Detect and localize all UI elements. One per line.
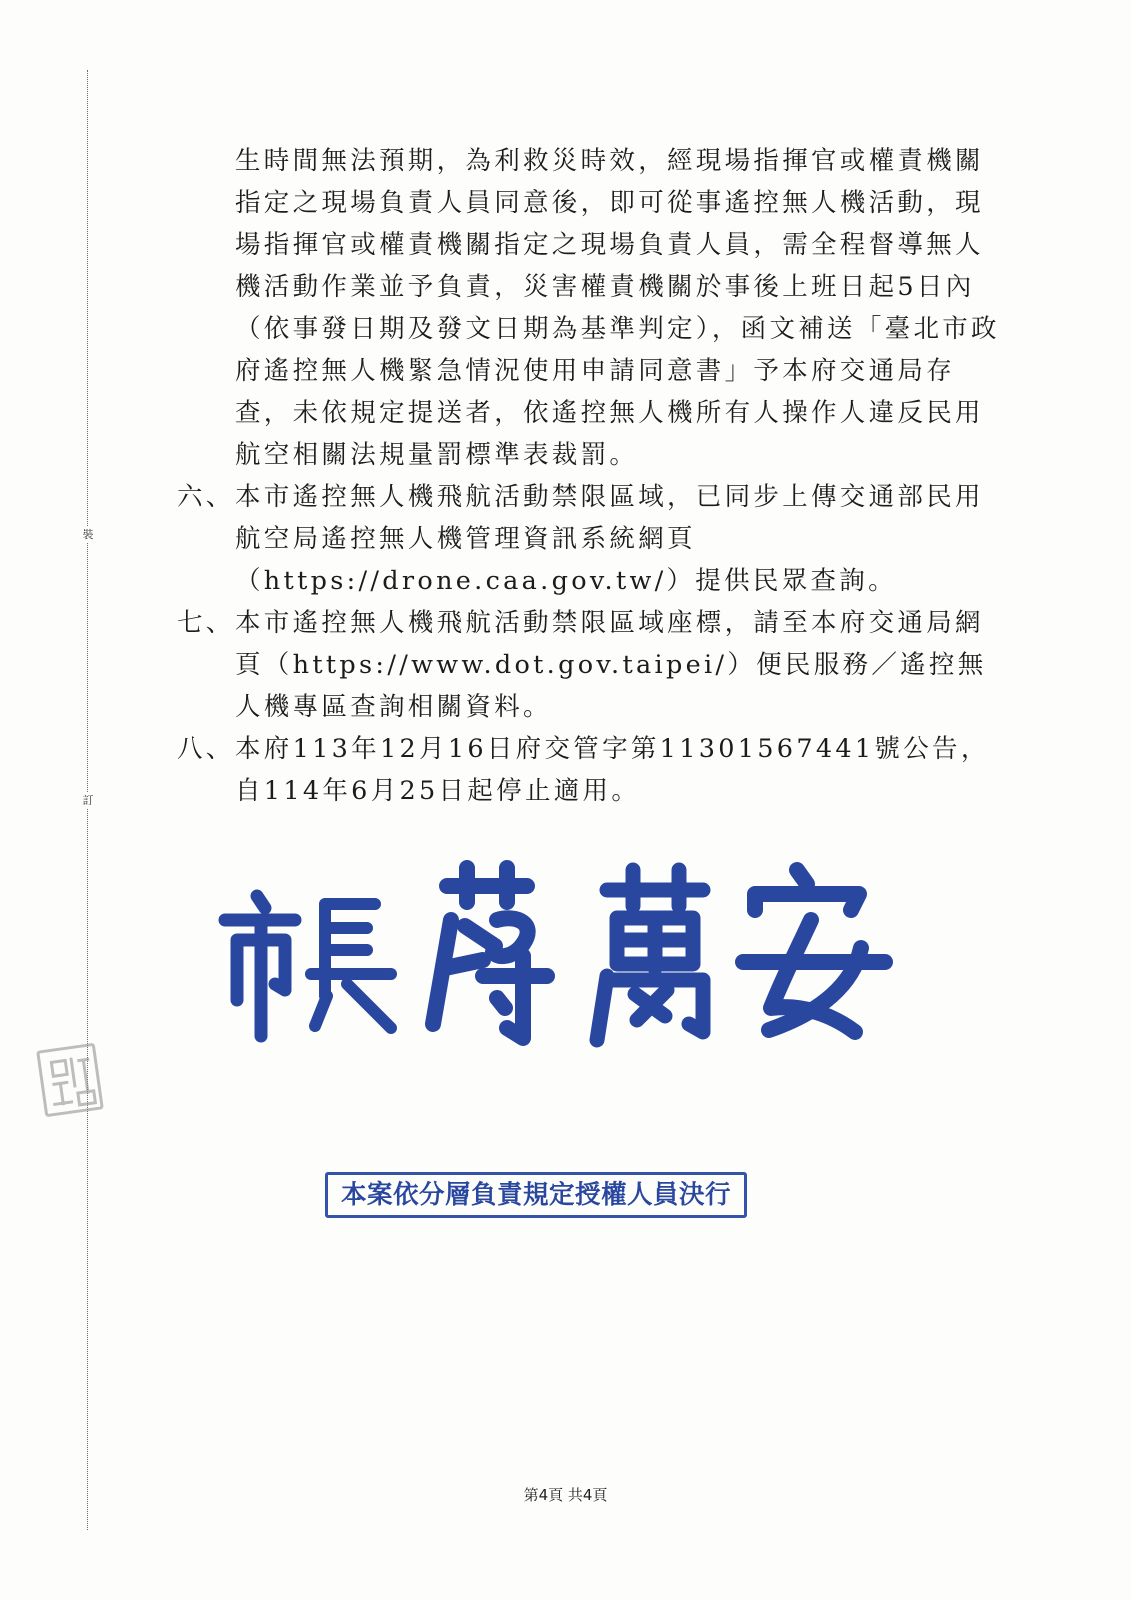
mayor-signature xyxy=(215,856,935,1056)
binding-mark-top: 裝 xyxy=(79,526,97,542)
list-item-7 xyxy=(0,602,1010,728)
item-text: 本市遙控無人機飛航活動禁限區域，已同步上傳交通部民用航空局遙控無人機管理資訊系統網頁（https://drone.caa.gov.tw/）提供民眾查詢。 xyxy=(235,482,984,596)
item-text: 本府113年12月16日府交管字第11301567441號公告，自114年6月25日起停止適用。 xyxy=(235,734,990,806)
list-item-8 xyxy=(0,728,1010,812)
document-body xyxy=(0,140,1131,812)
list-item-6 xyxy=(0,476,1010,602)
delegation-stamp: 本案依分層負責規定授權人員決行 xyxy=(325,1172,747,1218)
item-label: 六、 xyxy=(177,482,235,512)
page-number: 第4頁 共4頁 xyxy=(523,1486,608,1504)
item-text: 本市遙控無人機飛航活動禁限區域座標，請至本府交通局網頁（https://www.dot.gov.taipei/）便民服務／遙控無人機專區查詢相關資料。 xyxy=(235,608,987,722)
binding-mark-bottom: 訂 xyxy=(79,792,97,808)
item-label: 七、 xyxy=(177,608,235,638)
faint-seal-stamp xyxy=(36,1040,104,1120)
item-label: 八、 xyxy=(177,734,235,764)
continuation-paragraph: 生時間無法預期，為利救災時效，經現場指揮官或權責機關指定之現場負責人員同意後，即可從事遙控無人機活動，現場指揮官或權責機關指定之現場負責人員，需全程督導無人機活動作業並予負責，災害權責機關於事後上班日起5日內（依事發日期及發文日期為基準判定），函文補送「臺北市政府遙控無人機緊急情況使用申請同意書」予本府交通局存查，未依規定提送者，依遙控無人機所有人操作人違反民用航空相關法規量罰標準表裁罰。 xyxy=(235,146,1000,470)
